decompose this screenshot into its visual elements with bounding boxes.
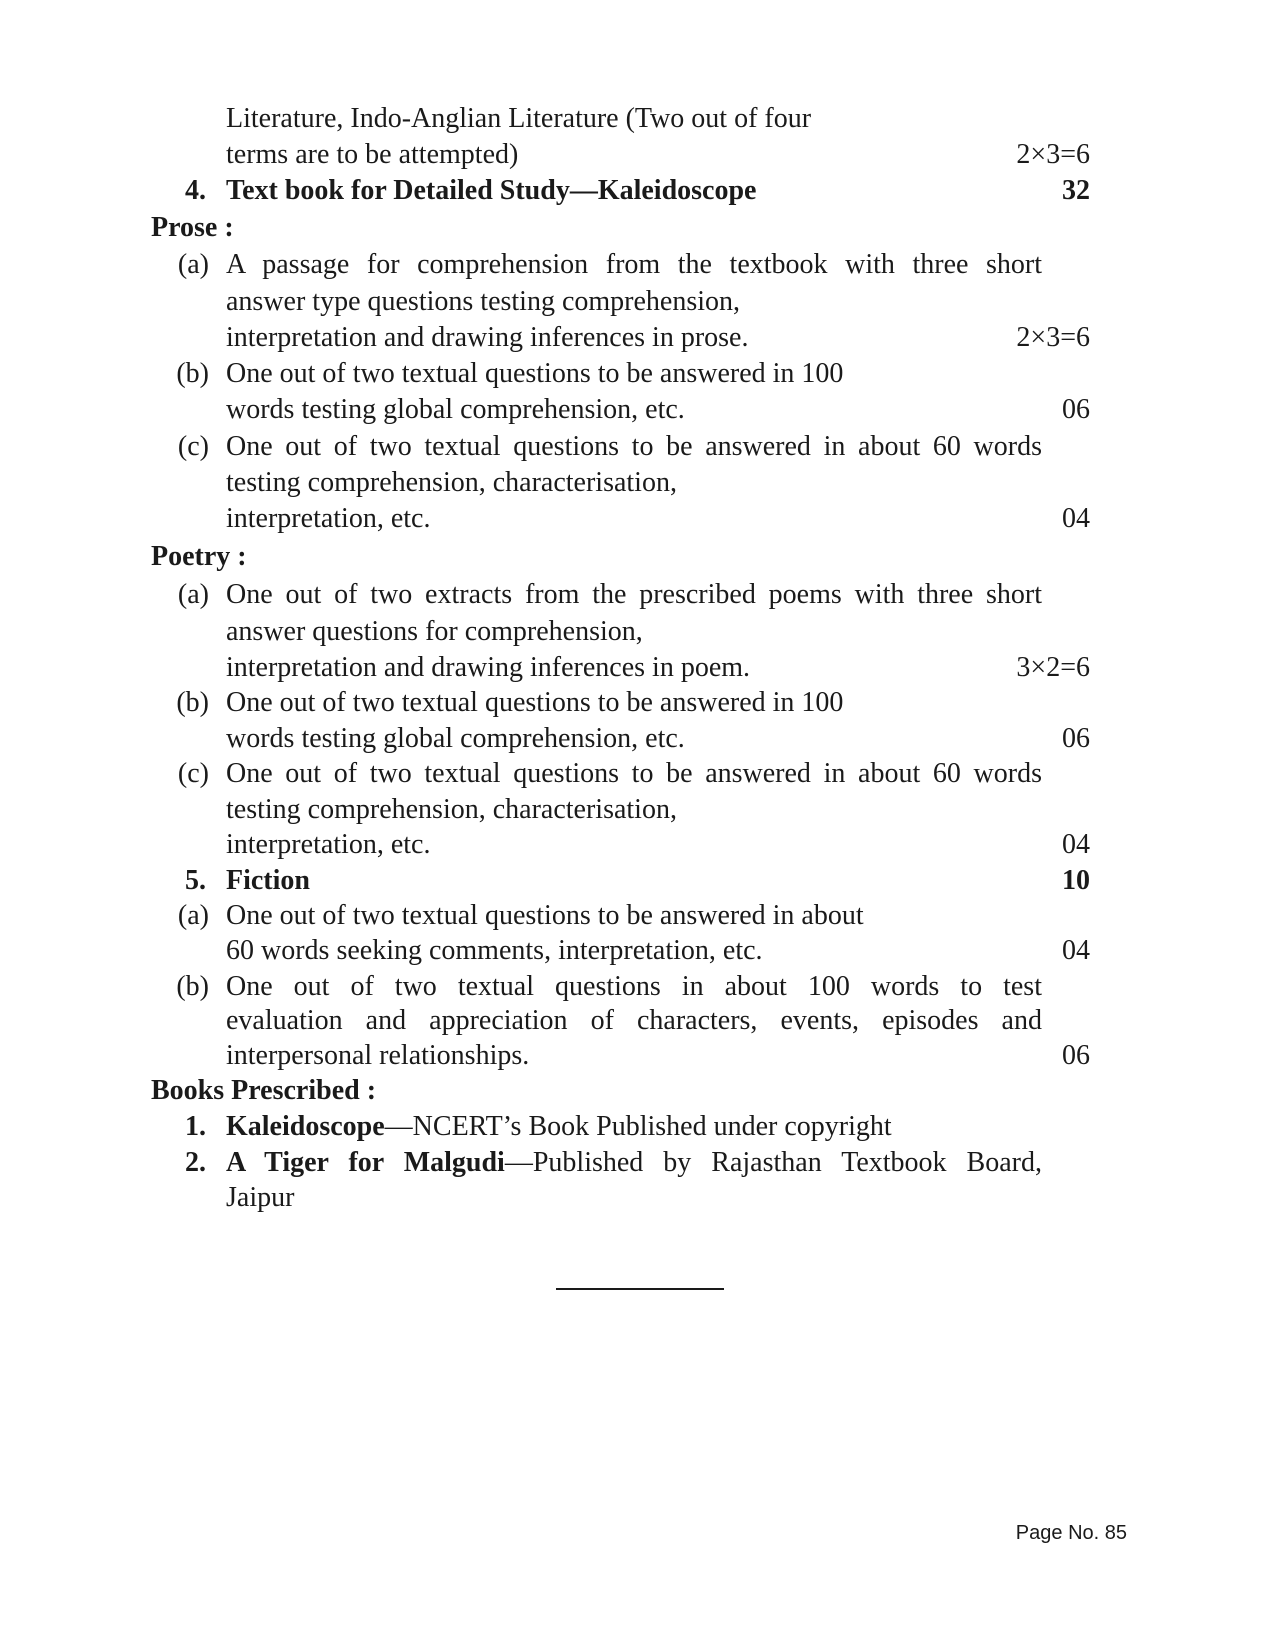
marks-value: 3×2=6 [1016,652,1090,683]
list-item [0,1180,1275,1216]
list-item [0,898,1275,934]
item-label: (a) [177,249,209,280]
end-rule [556,1288,724,1290]
list-item [0,1109,1275,1145]
item-label: (b) [176,358,209,389]
list-item [0,247,1275,283]
book-detail: Jaipur [226,1182,295,1213]
item-text: One out of two textual questions to be answered in 100 [226,687,844,718]
list-item [0,685,1275,721]
marks-value: 32 [1062,175,1090,206]
list-item [0,650,1275,686]
book-title: A Tiger for Malgudi [226,1147,505,1178]
subsection-heading [0,1073,1275,1109]
books-heading: Books Prescribed : [151,1075,377,1106]
list-item [0,429,1275,465]
prose-heading: Prose : [151,212,234,243]
section-title: Fiction [226,865,310,896]
item-text: interpretation, etc. [226,829,431,860]
section-heading [0,863,1275,899]
item-text: One out of two textual questions to be answered in about 60 words [226,758,1042,789]
item-text: interpretation and drawing inferences in prose. [226,322,749,353]
book-detail: —NCERT’s Book Published under copyright [384,1111,892,1142]
book-entry [226,1145,1042,1181]
item-text: words testing global comprehension, etc. [226,394,685,425]
list-item [0,577,1275,613]
list-item [0,792,1275,828]
item-text: One out of two extracts from the prescribed poems with three short [226,579,1042,610]
item-text: 60 words seeking comments, interpretation, etc. [226,935,763,966]
list-item [0,721,1275,757]
book-number: 1. [185,1111,206,1142]
list-item [0,1038,1275,1074]
list-item [0,320,1275,356]
item-text: terms are to be attempted) [226,139,519,170]
section-heading [0,173,1275,209]
list-item [0,137,1275,173]
marks-value: 04 [1062,935,1090,966]
item-label: (b) [176,687,209,718]
item-label: (a) [177,579,209,610]
poetry-heading: Poetry : [151,541,247,572]
marks-value: 06 [1062,723,1090,754]
list-item [0,465,1275,501]
item-text: Literature, Indo-Anglian Literature (Two out of four [226,103,812,134]
marks-value: 2×3=6 [1016,139,1090,170]
item-label: (a) [177,900,209,931]
item-text: words testing global comprehension, etc. [226,723,685,754]
section-number: 5. [185,865,206,896]
book-title: Kaleidoscope [226,1111,385,1142]
item-text: interpretation and drawing inferences in poem. [226,652,751,683]
item-text: A passage for comprehension from the textbook with three short [226,249,1042,280]
item-text: answer type questions testing comprehension, [226,286,741,317]
item-label: (c) [177,758,209,789]
list-item [0,614,1275,650]
list-item [0,284,1275,320]
list-item [0,756,1275,792]
item-label: (b) [176,971,209,1002]
list-item [0,101,1275,137]
item-label: (c) [177,431,209,462]
list-item [0,1003,1275,1039]
list-item [0,933,1275,969]
list-item [0,969,1275,1005]
subsection-heading [0,539,1275,575]
marks-value: 10 [1062,865,1090,896]
list-item [0,356,1275,392]
item-text: testing comprehension, characterisation, [226,794,677,825]
item-text: One out of two textual questions to be answered in about [226,900,864,931]
item-text: answer questions for comprehension, [226,616,643,647]
section-title: Text book for Detailed Study—Kaleidoscope [226,175,757,206]
item-text: One out of two textual questions to be answered in about 60 words [226,431,1042,462]
marks-value: 2×3=6 [1016,322,1090,353]
list-item [0,501,1275,537]
section-number: 4. [185,175,206,206]
subsection-heading [0,210,1275,246]
item-text: interpretation, etc. [226,503,431,534]
book-detail: —Published by Rajasthan Textbook Board, [504,1147,1042,1178]
item-text: evaluation and appreciation of characters, events, episodes and [226,1005,1042,1036]
item-text: One out of two textual questions in about 100 words to test [226,971,1042,1002]
book-entry [226,1109,892,1145]
page-number: Page No. 85 [1015,1522,1127,1544]
list-item [0,392,1275,428]
list-item [0,827,1275,863]
marks-value: 06 [1062,1040,1090,1071]
list-item [0,1145,1275,1181]
marks-value: 06 [1062,394,1090,425]
item-text: One out of two textual questions to be answered in 100 [226,358,844,389]
item-text: interpersonal relationships. [226,1040,530,1071]
marks-value: 04 [1062,503,1090,534]
item-text: testing comprehension, characterisation, [226,467,677,498]
marks-value: 04 [1062,829,1090,860]
book-number: 2. [185,1147,206,1178]
